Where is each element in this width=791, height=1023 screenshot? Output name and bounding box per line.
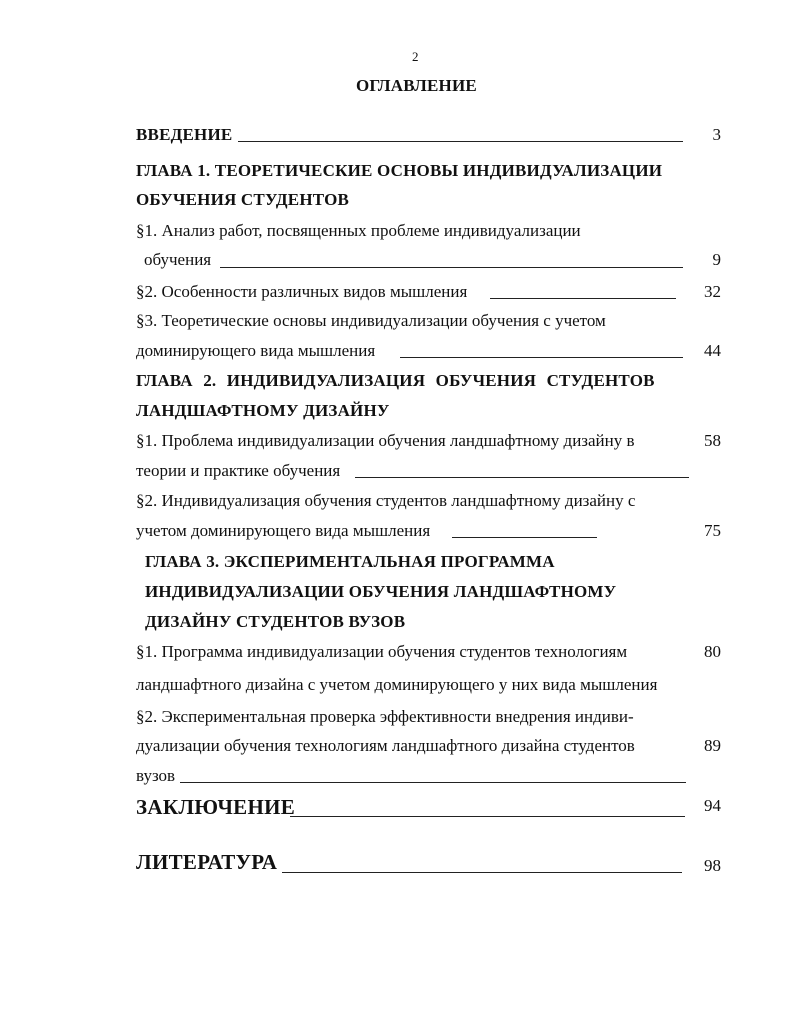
- page-title: ОГЛАВЛЕНИЕ: [356, 76, 477, 95]
- ch1-s3-page: 44: [704, 341, 721, 360]
- toc-conclusion-page: 94: [704, 796, 721, 815]
- ch3-s2-line1: §2. Экспериментальная проверка эффективности внедрения индиви-: [136, 707, 634, 726]
- ch3-s2-line3: вузов: [136, 766, 176, 785]
- leader-line: [282, 872, 682, 873]
- leader-line: [238, 141, 683, 142]
- leader-line: [290, 816, 685, 817]
- ch2-s1-line2: теории и практике обучения: [136, 461, 341, 480]
- leader-line: [355, 477, 689, 478]
- leader-line: [452, 537, 597, 538]
- ch1-s1-page: 9: [712, 250, 721, 269]
- ch2-s2-page: 75: [704, 521, 721, 540]
- leader-line: [180, 782, 686, 783]
- chapter3-heading-line2: ИНДИВИДУАЛИЗАЦИИ ОБУЧЕНИЯ ЛАНДШАФТНОМУ: [145, 582, 617, 601]
- leader-line: [490, 298, 676, 299]
- ch1-s2-text: §2. Особенности различных видов мышления: [136, 282, 468, 301]
- ch2-s1-page: 58: [704, 431, 721, 450]
- chapter2-heading-line2: ЛАНДШАФТНОМУ ДИЗАЙНУ: [136, 401, 390, 420]
- page-number: 2: [412, 49, 419, 64]
- ch3-s2-page: 89: [704, 736, 721, 755]
- ch3-s1-line2: ландшафтного дизайна с учетом доминирующего у них вида мышления: [136, 675, 658, 694]
- ch1-s3-line1: §3. Теоретические основы индивидуализации обучения с учетом: [136, 311, 606, 330]
- toc-intro-label: ВВЕДЕНИЕ: [136, 125, 233, 144]
- toc-literature-page: 98: [704, 856, 721, 875]
- ch2-s1-line1: §1. Проблема индивидуализации обучения ландшафтному дизайну в: [136, 431, 635, 450]
- ch3-s2-line2: дуализации обучения технологиям ландшафтного дизайна студентов: [136, 736, 635, 755]
- ch1-s1-line1: §1. Анализ работ, посвященных проблеме индивидуализации: [136, 221, 581, 240]
- chapter1-heading-line1: ГЛАВА 1. ТЕОРЕТИЧЕСКИЕ ОСНОВЫ ИНДИВИДУАЛИЗАЦИИ: [136, 161, 663, 180]
- ch1-s1-line2: обучения: [144, 250, 212, 269]
- chapter1-heading-line2: ОБУЧЕНИЯ СТУДЕНТОВ: [136, 190, 350, 209]
- ch2-s2-line2: учетом доминирующего вида мышления: [136, 521, 431, 540]
- ch1-s3-line2: доминирующего вида мышления: [136, 341, 376, 360]
- chapter3-heading-line3: ДИЗАЙНУ СТУДЕНТОВ ВУЗОВ: [145, 612, 406, 631]
- ch3-s1-line1: §1. Программа индивидуализации обучения студентов технологиям: [136, 642, 628, 661]
- toc-literature-label: ЛИТЕРАТУРА: [136, 850, 278, 874]
- leader-line: [220, 267, 683, 268]
- toc-intro-page: 3: [712, 125, 721, 144]
- toc-conclusion-label: ЗАКЛЮЧЕНИЕ: [136, 795, 296, 819]
- chapter3-heading-line1: ГЛАВА 3. ЭКСПЕРИМЕНТАЛЬНАЯ ПРОГРАММА: [145, 552, 555, 571]
- ch3-s1-page: 80: [704, 642, 721, 661]
- ch1-s2-page: 32: [704, 282, 721, 301]
- chapter2-heading-line1: ГЛАВА 2. ИНДИВИДУАЛИЗАЦИЯ ОБУЧЕНИЯ СТУДЕНТОВ: [136, 371, 655, 390]
- ch2-s2-line1: §2. Индивидуализация обучения студентов ландшафтному дизайну с: [136, 491, 636, 510]
- leader-line: [400, 357, 683, 358]
